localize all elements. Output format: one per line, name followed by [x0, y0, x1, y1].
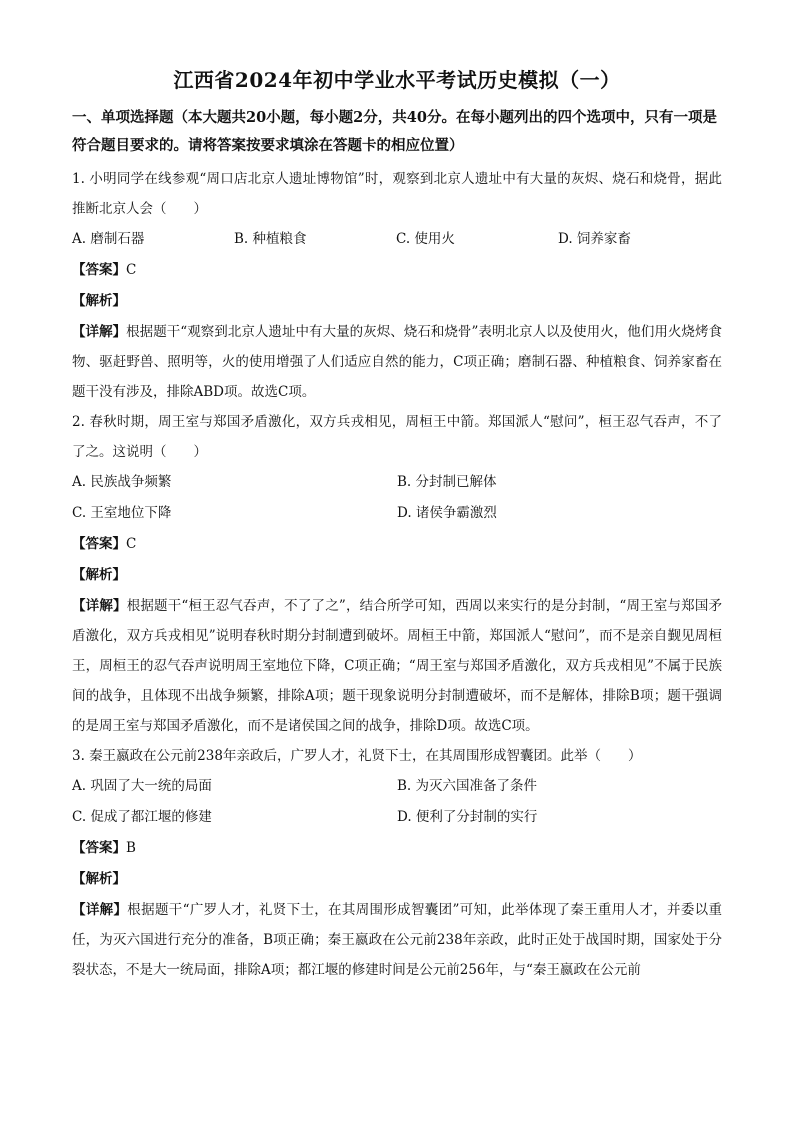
question-3 — [72, 741, 722, 985]
answer-value: C — [126, 262, 137, 278]
detail-paragraph — [72, 895, 722, 985]
detail-paragraph — [72, 591, 722, 741]
detail-text: 根据题干“广罗人才，礼贤下士，在其周围形成智囊团”可知，此举体现了秦王重用人才，并委以重任，为灭六国进行充分的准备，B项正确；秦王嬴政在公元前238年亲政，此时正处于战国时期，国家处于分裂状态，不是大一统局面，排除A项；都江堰的修建时间是公元前256年，与“秦王嬴政在公元前 — [72, 902, 722, 978]
detail-text: 根据题干“观察到北京人遗址中有大量的灰烬、烧石和烧骨”表明北京人以及使用火，他们用火烧烤食物、驱赶野兽、照明等，火的使用增强了人们适应自然的能力，C项正确；磨制石器、种植粮食、饲养家畜在题干没有涉及，排除ABD项。故选C项。 — [72, 324, 722, 400]
detail-label: 【详解】 — [72, 324, 127, 340]
detail-label: 【详解】 — [72, 902, 128, 918]
detail-text: 根据题干“桓王忍气吞声，不了了之”，结合所学可知，西周以来实行的是分封制，“周王室与郑国矛盾激化，双方兵戎相见”说明春秋时期分封制遭到破坏。周桓王中箭，郑国派人“慰问”，而不是亲自觐见周桓王，周桓王的忍气吞声说明周王室地位下降，C项正确；“周王室与郑国矛盾激化，双方兵戎相见”不属于民族间的战争，且体现不出战争频繁，排除A项；题干现象说明分封制遭破坏，而不是解体，排除B项；题干强调的是周王室与郑国矛盾激化，而不是诸侯国之间的战争，排除D项。故选C项。 — [72, 598, 722, 734]
question-1 — [72, 164, 722, 407]
option-c: C. 王室地位下降 — [72, 505, 172, 521]
option-c: C. 使用火 — [396, 231, 455, 247]
answer-line — [72, 255, 722, 286]
question-stem: 1. 小明同学在线参观“周口店北京人遗址博物馆”时，观察到北京人遗址中有大量的灰烬、烧石和烧骨，据此推断北京人会（ ） — [72, 171, 722, 217]
analysis-label: 【解析】 — [72, 567, 126, 583]
answer-value: C — [126, 536, 137, 552]
option-b: B. 种植粮食 — [234, 231, 307, 247]
analysis-label: 【解析】 — [72, 871, 126, 887]
question-2 — [72, 407, 722, 741]
detail-paragraph — [72, 317, 722, 407]
answer-line — [72, 529, 722, 560]
options-list — [72, 224, 722, 255]
option-d: D. 诸侯争霸激烈 — [397, 505, 497, 521]
option-d: D. 便利了分封制的实行 — [397, 809, 538, 825]
option-b: B. 为灭六国准备了条件 — [397, 778, 538, 794]
options-list — [72, 771, 722, 833]
page-title: 江西省2024年初中学业水平考试历史模拟（一） — [173, 68, 621, 92]
analysis-label: 【解析】 — [72, 293, 126, 309]
options-list — [72, 467, 722, 529]
section-header: 一、单项选择题（本大题共20小题，每小题2分，共40分。在每小题列出的四个选项中，只有一项是符合题目要求的。请将答案按要求填涂在答题卡的相应位置） — [72, 109, 717, 154]
answer-label: 【答案】 — [72, 536, 126, 552]
option-b: B. 分封制已解体 — [397, 474, 497, 490]
answer-line — [72, 833, 722, 864]
question-stem: 3. 秦王嬴政在公元前238年亲政后，广罗人才，礼贤下士，在其周围形成智囊团。此举（ ） — [72, 748, 642, 764]
option-a: A. 磨制石器 — [72, 231, 145, 247]
option-d: D. 饲养家畜 — [558, 231, 631, 247]
question-stem: 2. 春秋时期，周王室与郑国矛盾激化，双方兵戎相见，周桓王中箭。郑国派人“慰问”，桓王忍气吞声，不了了之。这说明（ ） — [72, 414, 722, 460]
option-a: A. 巩固了大一统的局面 — [72, 778, 212, 794]
exam-page — [72, 60, 722, 985]
analysis-line — [72, 286, 722, 317]
answer-label: 【答案】 — [72, 262, 126, 278]
answer-label: 【答案】 — [72, 840, 126, 856]
option-c: C. 促成了都江堰的修建 — [72, 809, 212, 825]
analysis-line — [72, 560, 722, 591]
option-a: A. 民族战争频繁 — [72, 474, 172, 490]
analysis-line — [72, 864, 722, 895]
detail-label: 【详解】 — [72, 598, 127, 614]
answer-value: B — [126, 840, 136, 856]
